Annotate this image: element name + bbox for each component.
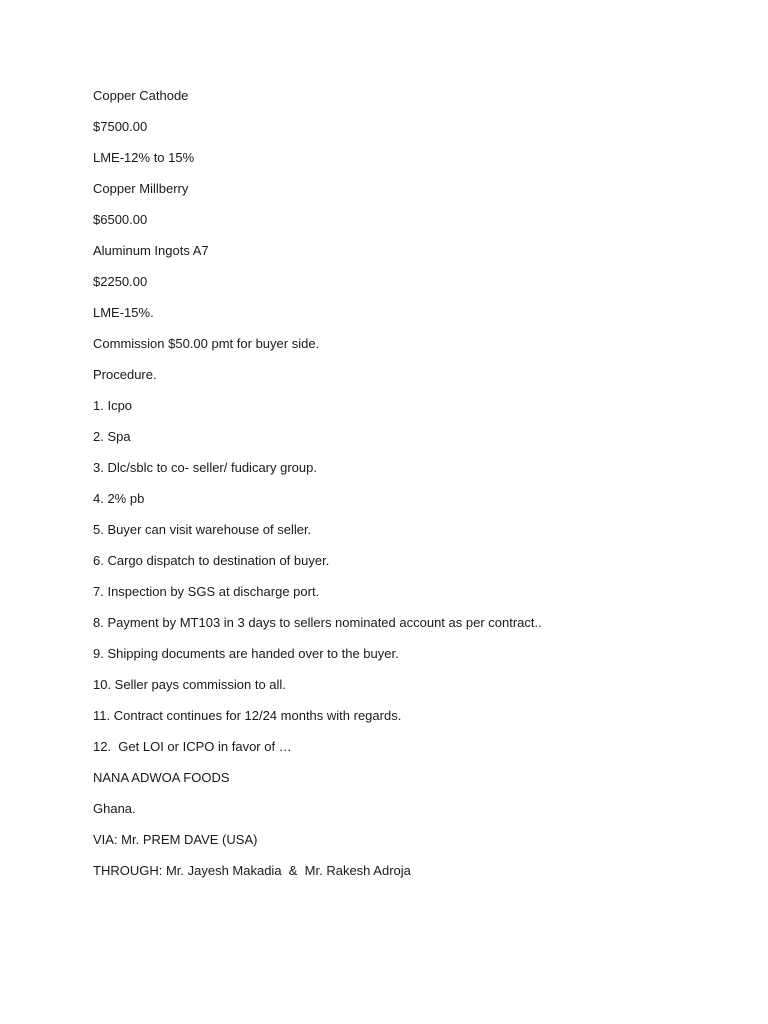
procedure-step: 8. Payment by MT103 in 3 days to sellers nominated account as per contract..: [93, 615, 542, 630]
company-country: Ghana.: [93, 801, 136, 816]
through-contacts: THROUGH: Mr. Jayesh Makadia & Mr. Rakesh Adroja: [93, 863, 411, 878]
procedure-step: 10. Seller pays commission to all.: [93, 677, 286, 692]
via-contact: VIA: Mr. PREM DAVE (USA): [93, 832, 258, 847]
procedure-step: 6. Cargo dispatch to destination of buyer.: [93, 553, 330, 568]
document-body: [93, 86, 733, 892]
procedure-step: 11. Contract continues for 12/24 months with regards.: [93, 708, 402, 723]
product-aluminum-ingots: Aluminum Ingots A7: [93, 243, 209, 258]
procedure-step: 12. Get LOI or ICPO in favor of …: [93, 739, 292, 754]
product-copper-cathode: Copper Cathode: [93, 88, 189, 103]
price-copper-cathode: $7500.00: [93, 119, 148, 134]
price-copper-millberry: $6500.00: [93, 212, 148, 227]
company-name: NANA ADWOA FOODS: [93, 770, 230, 785]
procedure-step: 1. Icpo: [93, 398, 133, 413]
price-aluminum-ingots: $2250.00: [93, 274, 148, 289]
lme-discount-copper: LME-12% to 15%: [93, 150, 195, 165]
procedure-step: 2. Spa: [93, 429, 131, 444]
procedure-step: 4. 2% pb: [93, 491, 145, 506]
product-copper-millberry: Copper Millberry: [93, 181, 189, 196]
procedure-step: 3. Dlc/sblc to co- seller/ fudicary group.: [93, 460, 317, 475]
procedure-step: 9. Shipping documents are handed over to the buyer.: [93, 646, 399, 661]
lme-discount-aluminum: LME-15%.: [93, 305, 154, 320]
commission-line: Commission $50.00 pmt for buyer side.: [93, 336, 320, 351]
procedure-heading: Procedure.: [93, 367, 157, 382]
procedure-step: 5. Buyer can visit warehouse of seller.: [93, 522, 312, 537]
procedure-step: 7. Inspection by SGS at discharge port.: [93, 584, 320, 599]
